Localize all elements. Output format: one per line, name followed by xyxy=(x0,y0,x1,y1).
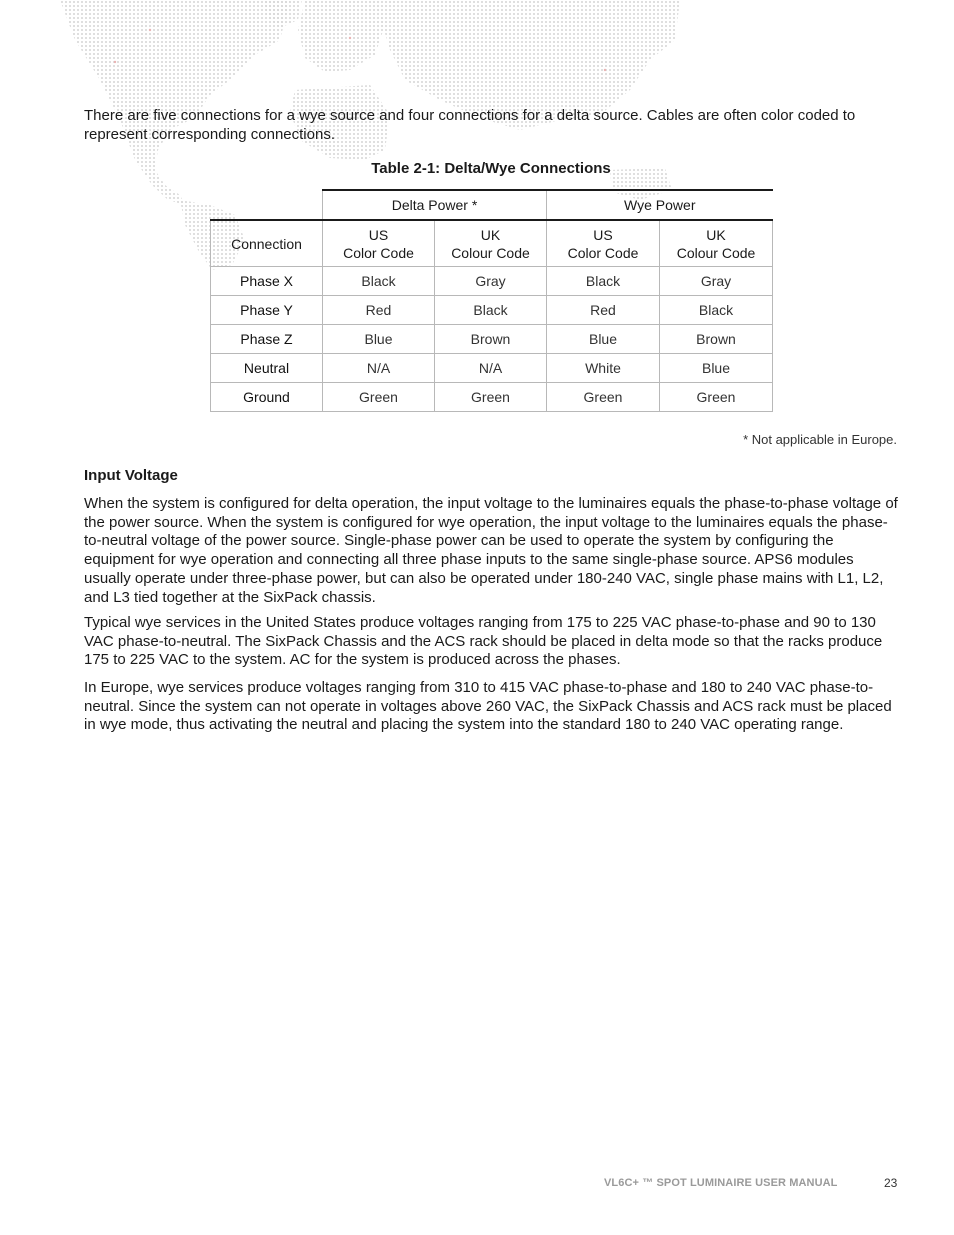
table-cell: Brown xyxy=(435,325,547,354)
delta-wye-connections-table xyxy=(210,189,773,412)
table-cell: Black xyxy=(660,296,773,325)
sub-header-wye-uk xyxy=(660,220,773,267)
sub-header-line2: Color Code xyxy=(343,244,414,261)
sub-header-line1: US xyxy=(593,226,613,243)
table-cell: Blue xyxy=(660,354,773,383)
group-header-delta-power: Delta Power * xyxy=(323,190,547,220)
table-cell: Black xyxy=(547,267,660,296)
sub-header-delta-uk xyxy=(435,220,547,267)
group-header-wye-power: Wye Power xyxy=(547,190,773,220)
row-label: Ground xyxy=(211,383,323,412)
table-cell: N/A xyxy=(435,354,547,383)
table-row-phase-y xyxy=(211,296,773,325)
body-paragraph: When the system is configured for delta operation, the input voltage to the luminaires equals the phase-to-phase voltage of the power source. When the system is configured for wye operation, the input voltage to the luminaires equals the phase-to-neutral voltage of the power source. Single-phase power can be used to operate the system by configuring the equipment for wye operation and connecting all three phase inputs to the same single-phase source. APS6 modules usually operate under three-phase power, but can also be operated under 180-240 VAC, single phase mains with L1, L2, and L3 tied together at the SixPack chassis. xyxy=(84,495,898,606)
table-title: Table 2-1: Delta/Wye Connections xyxy=(371,160,611,177)
table-group-header-row xyxy=(211,190,773,220)
row-label: Phase X xyxy=(211,267,323,296)
table-cell: Red xyxy=(323,296,435,325)
sub-header-line2: Colour Code xyxy=(676,244,756,261)
table-row-neutral xyxy=(211,354,773,383)
table-cell: White xyxy=(547,354,660,383)
table-cell: Blue xyxy=(323,325,435,354)
sub-header-delta-us xyxy=(323,220,435,267)
connection-header: Connection xyxy=(211,220,323,267)
row-label: Phase Y xyxy=(211,296,323,325)
table-cell: Gray xyxy=(435,267,547,296)
table-cell: Brown xyxy=(660,325,773,354)
sub-header-line2: Color Code xyxy=(567,244,639,261)
section-heading: Input Voltage xyxy=(84,467,178,484)
footer-manual-title: VL6C+ ™ SPOT LUMINAIRE USER MANUAL xyxy=(604,1177,838,1189)
body-paragraph: Typical wye services in the United States produce voltages ranging from 175 to 225 VAC phase-to-phase and 90 to 130 VAC phase-to-neutral. The SixPack Chassis and the ACS rack should be placed in delta mode so that the racks produce 175 to 225 VAC to the system. AC for the system is produced across the phases. xyxy=(84,614,883,669)
table-row-ground xyxy=(211,383,773,412)
table-cell: Green xyxy=(435,383,547,412)
table-sub-header-row xyxy=(211,220,773,267)
table-cell: Blue xyxy=(547,325,660,354)
intro-paragraph: There are five connections for a wye source and four connections for a delta source. Cables are often color coded to represent corresponding connections. xyxy=(84,107,856,143)
table-footnote: * Not applicable in Europe. xyxy=(743,432,897,447)
body-paragraph: In Europe, wye services produce voltages ranging from 310 to 415 VAC phase-to-phase and 180 to 240 VAC phase-to-neutral. Since the system can not operate in voltages above 260 VAC, the SixPack Chassis and ACS rack must be placed in wye mode, thus activating the neutral and placing the system into the standard 180 to 240 VAC operating range. xyxy=(84,679,892,734)
table-cell: Black xyxy=(435,296,547,325)
table-row-phase-x xyxy=(211,267,773,296)
sub-header-line2: Colour Code xyxy=(451,244,530,261)
table-row-phase-z xyxy=(211,325,773,354)
sub-header-line1: UK xyxy=(480,226,501,243)
table-empty-corner xyxy=(211,190,323,220)
sub-header-line1: US xyxy=(368,226,389,243)
table-cell: Green xyxy=(323,383,435,412)
table-cell: Red xyxy=(547,296,660,325)
sub-header-wye-us xyxy=(547,220,660,267)
row-label: Neutral xyxy=(211,354,323,383)
table-cell: Black xyxy=(323,267,435,296)
page-number: 23 xyxy=(884,1176,898,1190)
table-cell: Green xyxy=(547,383,660,412)
table-cell: Green xyxy=(660,383,773,412)
table-cell: N/A xyxy=(323,354,435,383)
row-label: Phase Z xyxy=(211,325,323,354)
sub-header-line1: UK xyxy=(706,226,726,243)
table-cell: Gray xyxy=(660,267,773,296)
